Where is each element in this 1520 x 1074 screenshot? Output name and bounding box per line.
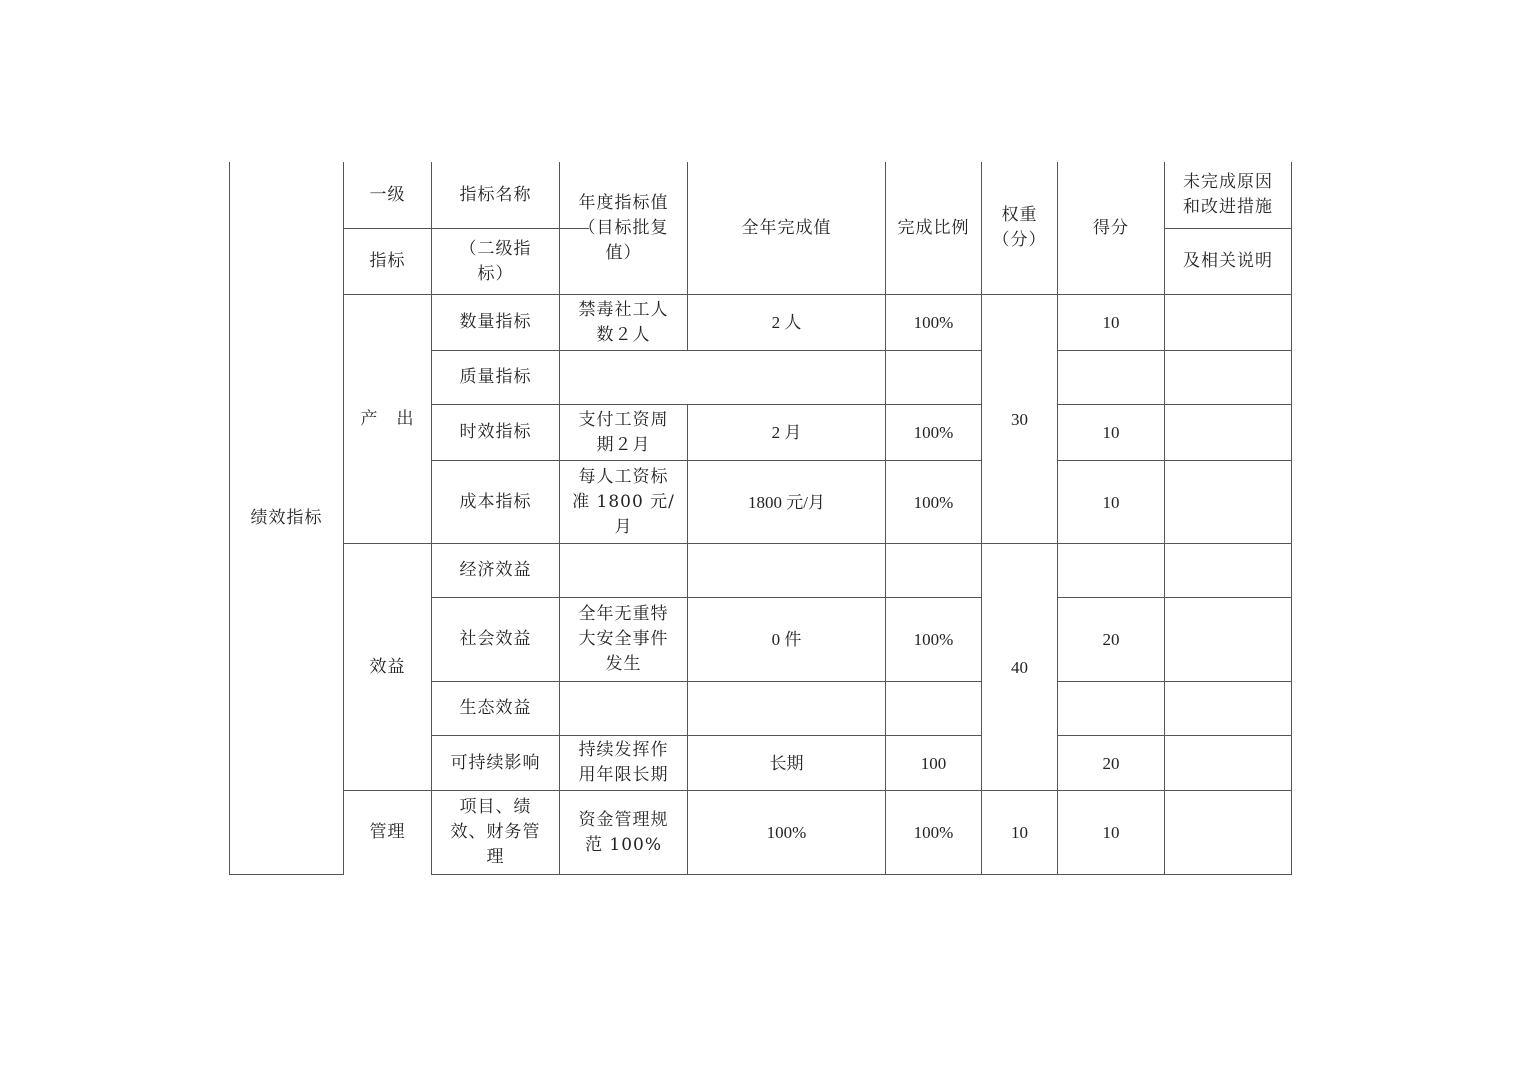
header-target: 年度指标值 （目标批复 值） (578, 192, 669, 263)
row-target (560, 351, 885, 404)
group-benefit-weight: 40 (1011, 657, 1028, 677)
group-benefit-label: 效益 (369, 656, 406, 677)
row-name: 经济效益 (459, 560, 532, 580)
row-ratio: 100% (913, 313, 954, 332)
group-output-weight: 30 (1011, 409, 1028, 429)
row-name: 时效指标 (459, 422, 532, 442)
row-ratio: 100% (913, 823, 954, 842)
row-target (560, 682, 687, 735)
row-name: 数量指标 (459, 312, 532, 332)
row-target: 支付工资周 期２月 (578, 409, 669, 455)
group-output-label: 产 出 (360, 408, 415, 429)
row-ratio: 100 (920, 753, 947, 773)
row-target: 每人工资标 准 1800 元/ 月 (572, 466, 675, 537)
row-actual: 长期 (769, 753, 804, 773)
row-target: 持续发挥作 用年限长期 (578, 740, 669, 785)
row-name: 生态效益 (459, 698, 532, 718)
row-ratio (886, 544, 981, 597)
row-note (1165, 791, 1291, 874)
header-weight: 权重 （分） (992, 205, 1047, 250)
row-score: 10 (1102, 823, 1120, 842)
header-name-bottom: （二级指 标） (459, 238, 532, 284)
header-level1-bottom: 指标 (369, 251, 406, 271)
row-actual (688, 544, 885, 597)
rule-bottom (229, 874, 344, 875)
row-score: 20 (1102, 630, 1120, 649)
header-reason-top: 未完成原因 和改进措施 (1183, 172, 1273, 217)
rule-bottom (431, 874, 1292, 875)
row-name: 项目、绩 效、财务管 理 (450, 797, 541, 867)
header-level1-top: 一级 (369, 184, 406, 205)
row-target: 资金管理规 范 100% (578, 809, 669, 855)
row-actual: 100% (766, 823, 807, 842)
row-score: 10 (1102, 492, 1120, 512)
row-note (1165, 544, 1291, 597)
row-score: 10 (1102, 423, 1120, 442)
row-score: 10 (1102, 313, 1120, 332)
row-note (1165, 461, 1291, 543)
row-name: 社会效益 (459, 629, 532, 649)
section-label: 绩效指标 (250, 507, 323, 528)
row-note (1165, 682, 1291, 735)
row-actual: 0 件 (771, 630, 802, 649)
row-score (1058, 351, 1164, 404)
row-score (1058, 682, 1164, 735)
row-name: 质量指标 (459, 367, 532, 387)
row-note (1165, 351, 1291, 404)
row-actual: 1800 元/月 (748, 492, 825, 512)
row-note (1165, 736, 1291, 790)
row-target (560, 544, 687, 597)
group-management-label: 管理 (369, 822, 406, 842)
row-ratio: 100% (913, 630, 954, 649)
row-target: 全年无重特 大安全事件 发生 (578, 604, 669, 674)
row-ratio: 100% (913, 492, 954, 512)
row-target: 禁毒社工人 数２人 (578, 299, 669, 345)
row-actual (688, 682, 885, 735)
header-name-top: 指标名称 (459, 184, 532, 205)
row-note (1165, 598, 1291, 681)
row-score: 20 (1102, 753, 1120, 773)
row-ratio (886, 682, 981, 735)
row-name: 可持续影响 (450, 752, 541, 773)
row-ratio: 100% (913, 423, 954, 442)
row-ratio (886, 351, 981, 404)
row-actual: 2 月 (771, 423, 802, 442)
header-actual: 全年完成值 (741, 217, 832, 238)
header-score: 得分 (1093, 217, 1129, 238)
row-score (1058, 544, 1164, 597)
group-management-weight: 10 (1011, 823, 1028, 842)
row-name: 成本指标 (459, 491, 532, 512)
header-ratio: 完成比例 (897, 217, 970, 238)
row-actual: 2 人 (771, 313, 802, 332)
header-reason-bottom: 及相关说明 (1183, 251, 1273, 271)
row-note (1165, 405, 1291, 460)
row-note (1165, 295, 1291, 350)
rule-col (1291, 162, 1292, 875)
